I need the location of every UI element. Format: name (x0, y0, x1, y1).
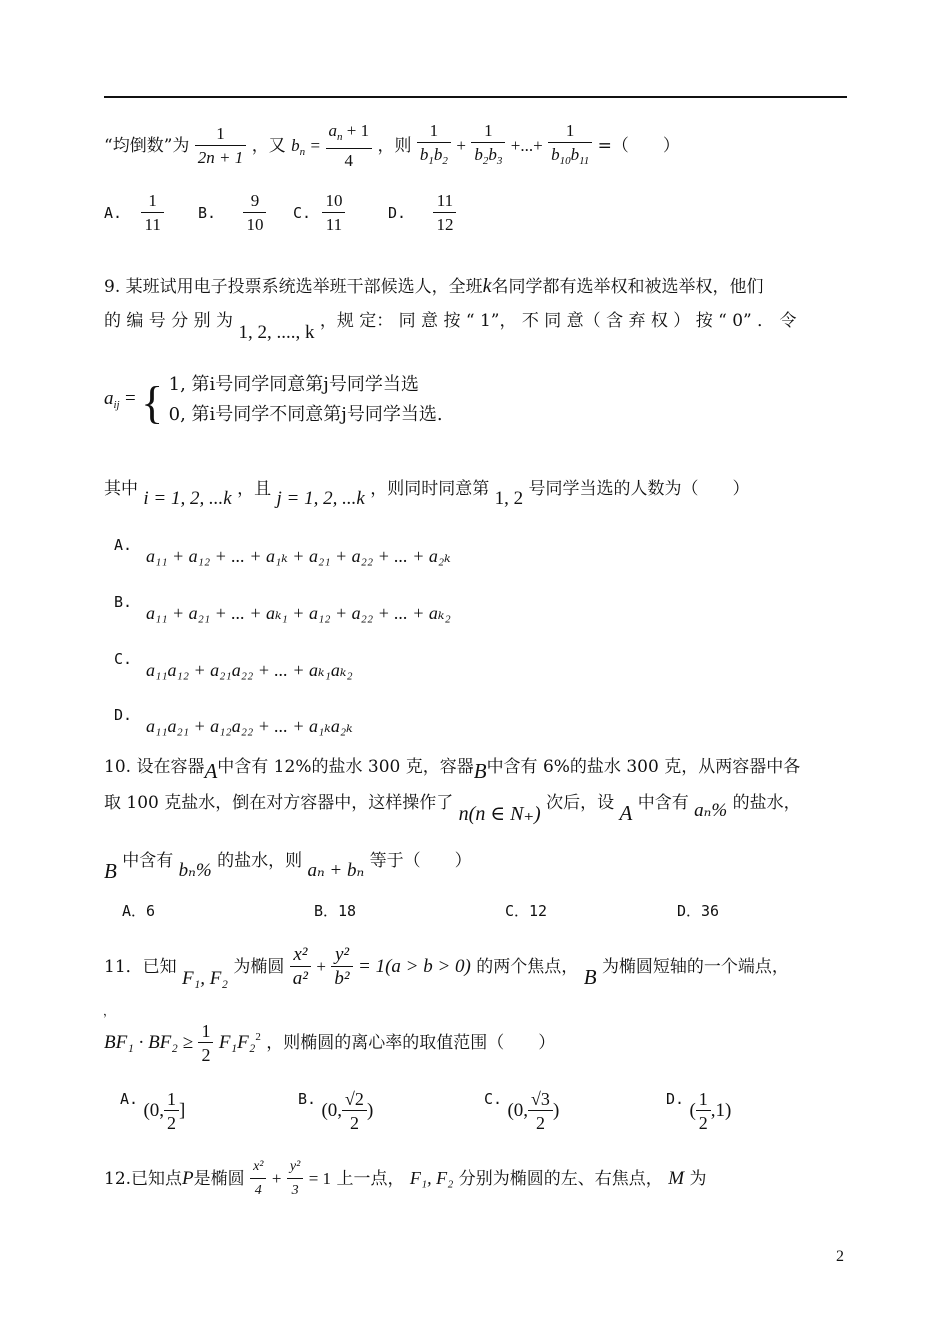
q8-option-a: A. $\frac{1}{11}$ (104, 190, 164, 237)
q9-option-a-label: A. (114, 536, 133, 554)
q8-option-b: B. $\frac{9}{10}$ (198, 190, 266, 237)
q10-option-c: C．12 (505, 902, 548, 920)
q9-option-d: a₁₁a₂₁ + a₁₂a₂₂ + ... + a₁ₖa₂ₖ (146, 716, 353, 736)
q12-line-1: 12.已知点P是椭圆 $\frac{\text{x²}}{4}$ + $\frac{\text{y²}}{3}$ = 1 上一点， F₁, F₂ 分别为椭圆的左、右焦点， M 为 (104, 1156, 706, 1203)
q9-case-1: 1, 第i号同学同意第j号同学当选 (168, 374, 419, 395)
q11-line-1: 11．已知 F₁, F₂ 为椭圆 $\frac{\text{x²}}{\text{a²}}$ + $\frac{\text{y²}}{\text{b²}}$ = 1(a > b > 0) 的两个焦点， B 为椭圆短轴的一个端点， (104, 944, 789, 989)
q9-option-b: a₁₁ + a₂₁ + ... + aₖ₁ + a₁₂ + a₂₂ + ... + aₖ₂ (146, 603, 451, 623)
q9-option-c: a₁₁a₁₂ + a₂₁a₂₂ + ... + aₖ₁aₖ₂ (146, 660, 353, 680)
q8-frac-b: $\frac{a_n + 1}{4}$ (326, 120, 373, 173)
q10-line-3: B 中含有 bₙ% 的盐水，则 aₙ + bₙ 等于（ ） (104, 851, 472, 883)
q10-option-b: B．18 (314, 902, 357, 920)
q11-option-b: B. (0, $\frac{√2}{2}$ ) (298, 1089, 374, 1133)
header-rule (104, 96, 847, 98)
page-number: 2 (836, 1248, 844, 1265)
q8-then: ，则 (377, 136, 412, 156)
q8-option-c: C. $\frac{10}{11}$ (293, 190, 345, 237)
q11-option-d: D. ( $\frac{1}{2}$ ,1) (666, 1089, 732, 1133)
q10-option-a: A．6 (122, 902, 156, 920)
q11-line-2: BF₁ · BF₂ ≥ $\frac{1}{2}$ F₁F₂$^2$ ，则椭圆的离心率的取值范围（ ） (104, 1021, 556, 1065)
q11-stray-mark: ， (103, 1004, 116, 1018)
q9-line-2: 的 编 号 分 别 为 1, 2, ...., k ，规 定： 同 意 按 “ 1”， 不 同 意（ 含 弃 权 ） 按 “ 0” ． 令 (104, 311, 797, 343)
q8-option-d: D. $\frac{11}{12}$ (388, 190, 456, 237)
q8-tail: =（ ） (597, 136, 680, 156)
q9-piecewise: $a_{ij}$ = { 1, 第i号同学同意第j号同学当选 0, 第i号同学不同意第j号同学当选. (104, 372, 443, 432)
q9-option-c-label: C. (114, 650, 133, 668)
q9-option-a: a₁₁ + a₁₂ + ... + a₁ₖ + a₂₁ + a₂₂ + ... + a₂ₖ (146, 546, 451, 566)
q8-mid: ，又 (251, 136, 286, 156)
q9-option-b-label: B. (114, 593, 133, 611)
q10-option-d: D．36 (677, 902, 720, 920)
q11-option-c: C. (0, $\frac{√3}{2}$ ) (484, 1089, 560, 1133)
q11-option-a: A. (0, $\frac{1}{2}$ ] (120, 1089, 186, 1133)
q9-option-d-label: D. (114, 706, 133, 724)
q8-prefix: “均倒数”为 (104, 136, 190, 156)
q10-line-2: 取 100 克盐水，倒在对方容器中，这样操作了 n(n ∈ N₊) 次后，设 A 中含有 aₙ% 的盐水， (104, 793, 801, 825)
q9-line-1: 9. 某班试用电子投票系统选举班干部候选人，全班k名同学都有选举权和被选举权，他们 (104, 275, 764, 297)
q8-sum-term-1: $\frac{1}{b_1b_2}$ (417, 120, 451, 173)
q8-line: “均倒数”为 $\frac{1}{2n + 1}$ ，又 $b_n$ = $\frac{a_n + 1}{4}$ ，则 $\frac{1}{b_1b_2}$ + $\frac{1}{b_2b_3}$ +...+ $\frac{1}{b_{10}b_{11}}$ =（ ） (104, 120, 680, 173)
q8-bn: $b_n$ (291, 136, 306, 158)
q10-line-1: 10. 设在容器A中含有 12%的盐水 300 克，容器B中含有 6%的盐水 300 克，从两容器中各 (104, 757, 801, 783)
q9-case-2: 0, 第i号同学不同意第j号同学当选. (168, 404, 443, 425)
q9-line-4: 其中 i = 1, 2, ...k ，且 j = 1, 2, ...k ，则同时同意第 1, 2 号同学当选的人数为（ ） (104, 479, 750, 509)
q8-sum-term-3: $\frac{1}{b_{10}b_{11}}$ (548, 120, 592, 173)
q8-sum-term-2: $\frac{1}{b_2b_3}$ (471, 120, 505, 173)
q8-frac-a: $\frac{1}{2n + 1}$ (195, 123, 246, 170)
